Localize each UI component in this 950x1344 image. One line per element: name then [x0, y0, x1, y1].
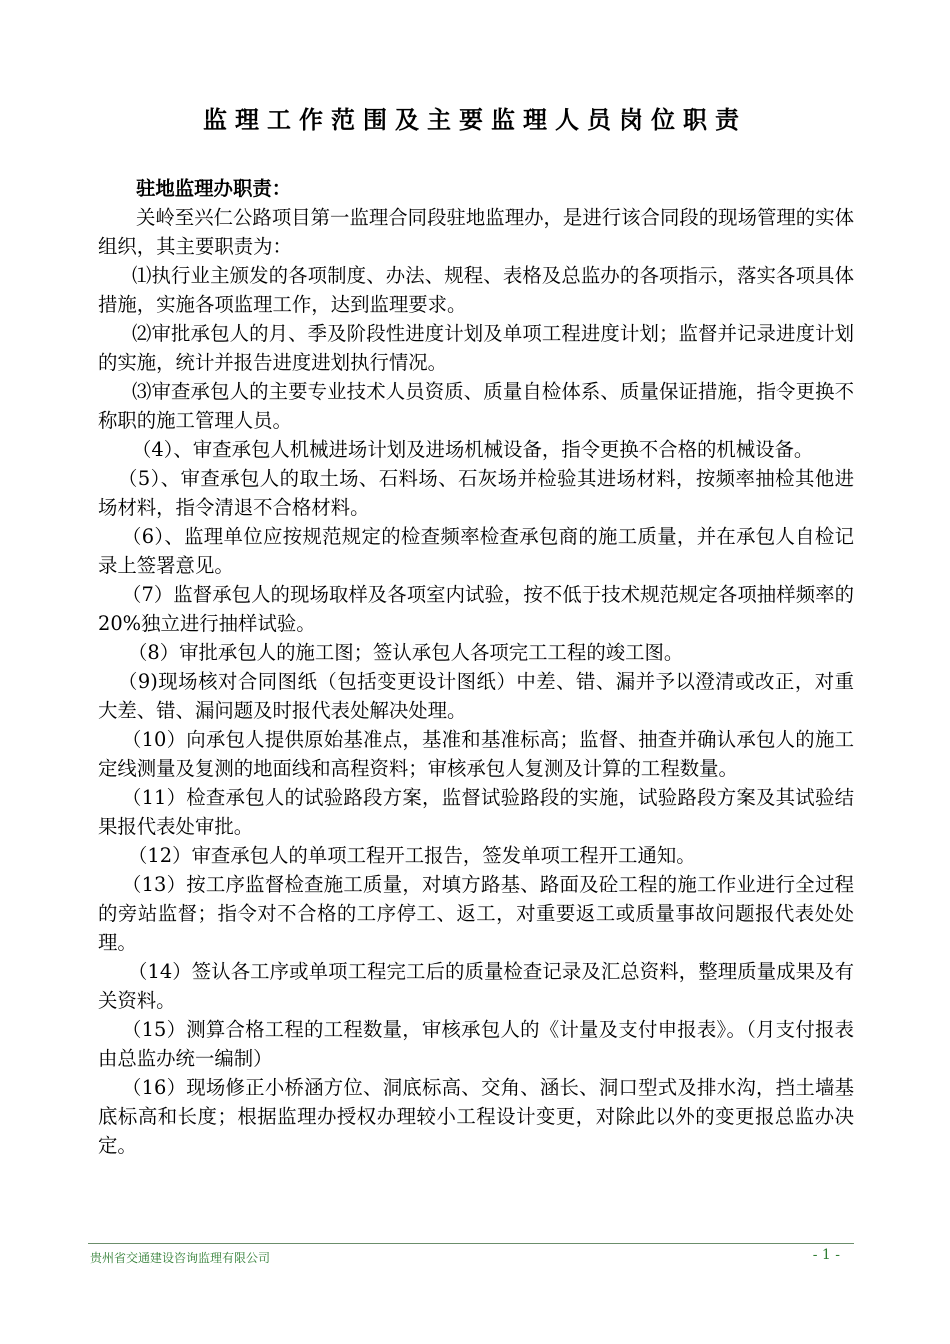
duty-item-6: （6）、监理单位应按规范规定的检查频率检查承包商的施工质量，并在承包人自检记录上签署意见。	[98, 525, 854, 577]
document-body	[98, 174, 854, 1160]
footer-divider	[88, 1243, 854, 1244]
duty-item-9: （9)现场核对合同图纸（包括变更设计图纸）中差、错、漏并予以澄清或改正，对重大差、错、漏问题及时报代表处解决处理。	[98, 670, 854, 722]
duty-item-16: （16）现场修正小桥涵方位、洞底标高、交角、涵长、洞口型式及排水沟，挡土墙基底标高和长度；根据监理办授权办理较小工程设计变更，对除此以外的变更报总监办决定。	[98, 1076, 854, 1157]
duty-item-12: （12）审查承包人的单项工程开工报告，签发单项工程开工通知。	[128, 844, 696, 867]
document-title: 监理工作范围及主要监理人员岗位职责	[203, 106, 747, 134]
duty-item-7: （7）监督承包人的现场取样及各项室内试验，按不低于技术规范规定各项抽样频率的20%独立进行抽样试验。	[98, 583, 854, 635]
duty-item-2: ⑵审批承包人的月、季及阶段性进度计划及单项工程进度计划；监督并记录进度计划的实施，统计并报告进度进划执行情况。	[98, 322, 854, 374]
page-number: - 1 -	[812, 1247, 840, 1263]
duty-item-15: （15）测算合格工程的工程数量，审核承包人的《计量及支付申报表》。（月支付报表由总监办统一编制）	[98, 1018, 854, 1070]
section-heading: 驻地监理办职责：	[136, 177, 292, 200]
footer-company: 贵州省交通建设咨询监理有限公司	[90, 1251, 271, 1265]
duty-item-14: （14）签认各工序或单项工程完工后的质量检查记录及汇总资料，整理质量成果及有关资料。	[98, 960, 854, 1012]
duty-item-11: （11）检查承包人的试验路段方案，监督试验路段的实施，试验路段方案及其试验结果报代表处审批。	[98, 786, 854, 838]
duty-item-4: （4）、审查承包人机械进场计划及进场机械设备，指令更换不合格的机械设备。	[132, 438, 814, 461]
intro-paragraph: 关岭至兴仁公路项目第一监理合同段驻地监理办，是进行该合同段的现场管理的实体组织，其主要职责为：	[98, 206, 854, 258]
duty-item-3: ⑶审查承包人的主要专业技术人员资质、质量自检体系、质量保证措施，指令更换不称职的施工管理人员。	[98, 380, 854, 432]
duty-item-13: （13）按工序监督检查施工质量，对填方路基、路面及砼工程的施工作业进行全过程的旁站监督；指令对不合格的工序停工、返工，对重要返工或质量事故问题报代表处处理。	[98, 873, 854, 954]
duty-item-8: （8）审批承包人的施工图；签认承包人各项完工工程的竣工图。	[128, 641, 684, 664]
duty-item-10: （10）向承包人提供原始基准点，基准和基准标高；监督、抽查并确认承包人的施工定线测量及复测的地面线和高程资料；审核承包人复测及计算的工程数量。	[98, 728, 854, 780]
duty-item-5: （5）、审查承包人的取土场、石料场、石灰场并检验其进场材料，按频率抽检其他进场材料，指令清退不合格材料。	[98, 467, 854, 519]
duty-item-1: ⑴执行业主颁发的各项制度、办法、规程、表格及总监办的各项指示，落实各项具体措施，实施各项监理工作，达到监理要求。	[98, 264, 854, 316]
